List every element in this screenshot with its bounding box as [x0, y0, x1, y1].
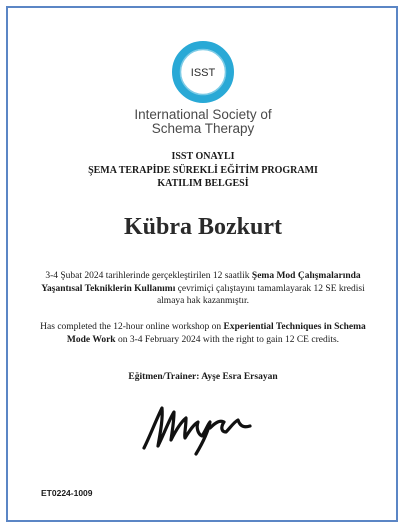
certificate-code: ET0224-1009	[41, 488, 93, 498]
turkish-description	[40, 270, 366, 308]
certificate-header	[0, 150, 406, 191]
header-line2: ŞEMA TERAPİDE SÜREKLİ EĞİTİM PROGRAMI	[88, 164, 318, 176]
english-description	[40, 321, 366, 346]
trainer-line: Eğitmen/Trainer: Ayşe Esra Ersayan	[128, 372, 278, 382]
header-line3: KATILIM BELGESİ	[157, 178, 249, 189]
logo-badge-text: ISST	[190, 67, 216, 79]
trainer-signature	[138, 398, 268, 458]
logo-org-line2: Schema Therapy	[151, 121, 255, 136]
english-course-title: Experiential Techniques in Schema Mode Work	[66, 322, 366, 345]
english-intro: Has completed the 12-hour online workshop on	[40, 322, 224, 332]
isst-logo	[0, 40, 406, 136]
turkish-outro: çevrimiçi çalıştayını tamamlayarak 12 SE kredisi almaya hak kazanmıştır.	[156, 283, 365, 306]
recipient-name: Kübra Bozkurt	[123, 214, 282, 240]
isst-ring-icon	[171, 40, 235, 104]
logo-org-line1: International Society of	[134, 107, 272, 122]
header-line1: ISST ONAYLI	[171, 151, 235, 162]
turkish-course-title: Şema Mod Çalışmalarında Yaşantısal Tekniklerin Kullanımı	[41, 271, 361, 294]
english-outro: on 3-4 February 2024 with the right to gain 12 CE credits.	[115, 334, 340, 345]
turkish-intro: 3-4 Şubat 2024 tarihlerinde gerçekleştirilen 12 saatlik	[45, 271, 252, 281]
